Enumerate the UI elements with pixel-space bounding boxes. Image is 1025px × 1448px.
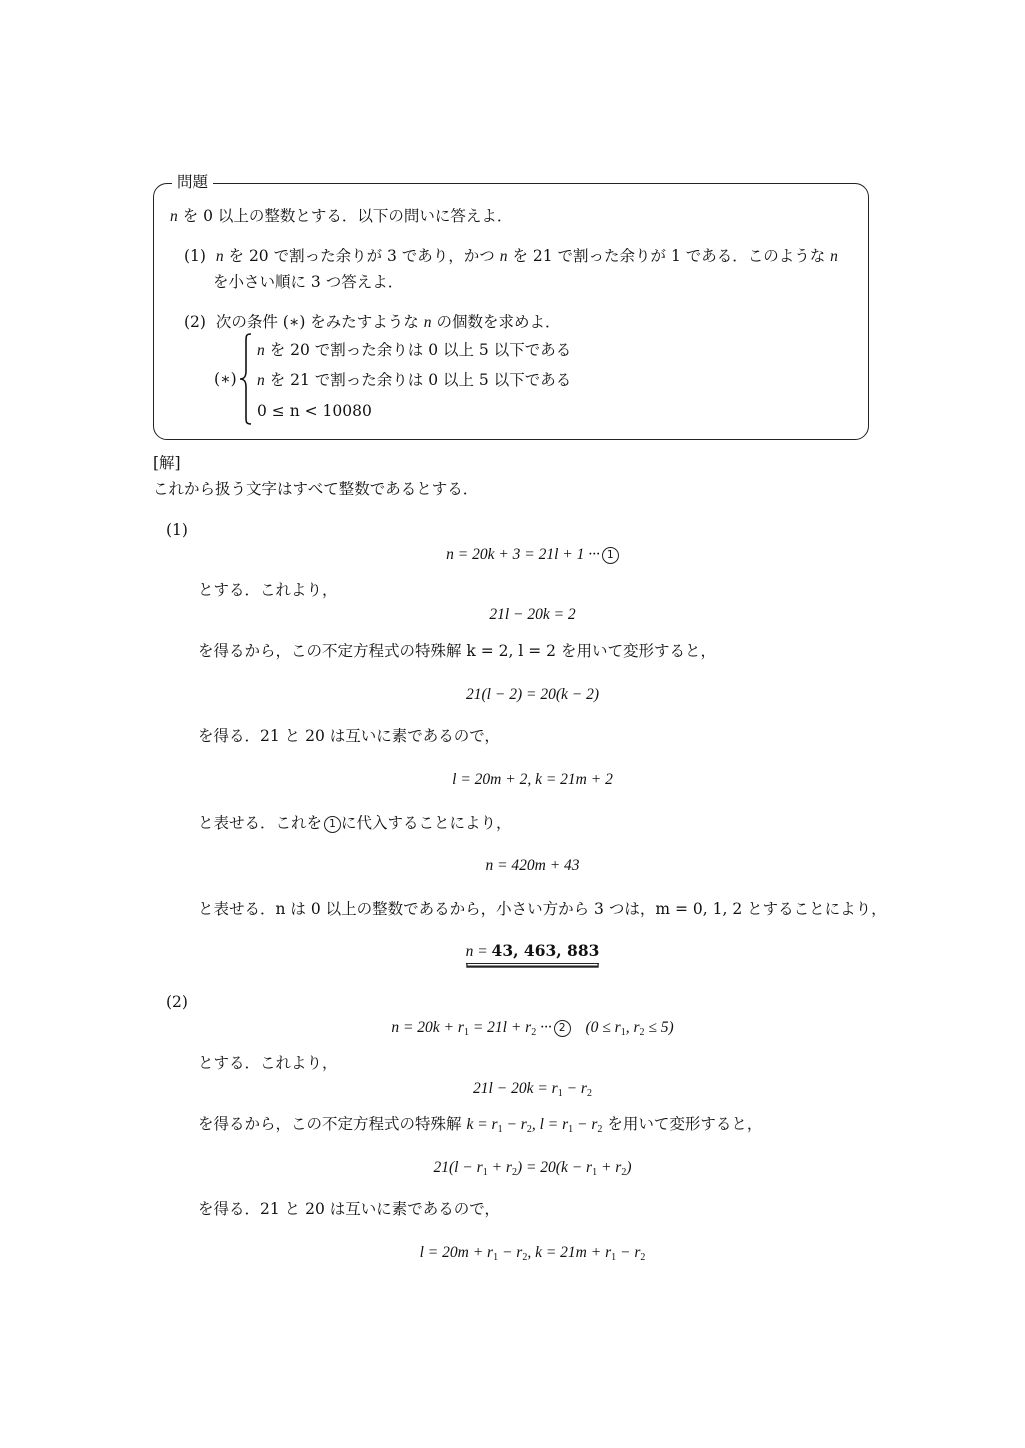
part1-eq3: 21(l − 2) = 20(k − 2) [466,686,599,703]
part2-t2b-text: を用いて変形すると， [607,1115,763,1133]
problem-title: 問題 [172,172,213,192]
part2-eq4: $l = 20m + r_1 - r_2$, $k = 21m + r_1 - r_2$ [419,1244,646,1263]
circled-2-icon: 2 [554,1020,571,1037]
part2-t3: を得る．21 と 20 は互いに素であるので， [198,1200,500,1218]
q1-text-a: を 20 で割った余りが 3 であり，かつ [228,247,495,265]
part1-t4a: と表せる．これを [198,814,323,832]
part1-t2: を得るから，この不定方程式の特殊解 k = 2, l = 2 を用いて変形すると， [198,642,716,660]
part2-eq1: $n = 20k + r_1 = 21l + r_2$ ··· 2 ($0 \le r_1$, $r_2 \le 5$) [391,1019,674,1038]
part1-eq1-text: n = 20k + 3 = 21l + 1 ··· [446,546,600,563]
q2-text-a: 次の条件 (∗) をみたすような [215,313,419,331]
part1-eq1 [0,545,1025,565]
part1-label: (1) [166,521,188,539]
part2-t2-text: を得るから，この不定方程式の特殊解 [198,1115,462,1133]
circled-1-icon: 1 [602,547,619,564]
part2-t1: とする．これより， [198,1054,338,1072]
q1-text-c: を小さい順に 3 つ答えよ． [213,273,404,291]
circled-1-icon: 1 [324,816,341,833]
solution-intro: これから扱う文字はすべて整数であるとする． [153,480,479,498]
solution-header: [解] [153,454,181,472]
question-1: (1) n を 20 で割った余りが 3 であり，かつ n を 21 で割った余りが 1 である．このような n [184,247,838,265]
condition-2-text: を 21 で割った余りは 0 以上 5 以下である [269,371,572,389]
part1-eq2: 21l − 20k = 2 [489,606,576,623]
part2-label: (2) [166,993,188,1011]
part1-eq5: n = 420m + 43 [485,857,580,874]
left-brace-icon [239,333,253,425]
answer-value: 43, 463, 883 [491,941,600,960]
q2-label: (2) [184,313,206,331]
part2-t2: を得るから，この不定方程式の特殊解 $k = r_1 - r_2$, $l = r_1 - r_2$ を用いて変形すると， [198,1115,763,1135]
part1-t3: を得る．21 と 20 は互いに素であるので， [198,727,500,745]
question-2: (2) 次の条件 (∗) をみたすような n の個数を求めよ． [184,313,561,331]
q1-text-b: を 21 で割った余りが 1 である．このような [512,247,826,265]
q1-label: (1) [184,247,206,265]
q2-text-b: の個数を求めよ． [436,313,561,331]
answer-prefix: n = [465,943,492,960]
condition-1-text: を 20 で割った余りは 0 以上 5 以下である [269,341,572,359]
part1-answer [0,941,1025,964]
part1-t1: とする．これより， [198,581,338,599]
condition-label: (∗) [214,370,237,388]
problem-intro-text: を 0 以上の整数とする．以下の問いに答えよ． [182,207,513,225]
part1-eq4: l = 20m + 2, k = 21m + 2 [452,771,613,788]
condition-1: n を 20 で割った余りは 0 以上 5 以下である [257,341,572,359]
part1-t4 [198,813,512,833]
part1-t5: と表せる．n は 0 以上の整数であるから，小さい方から 3 つは，m = 0, 1, 2 とすることにより， [198,900,887,918]
part2-eq3: $21(l - r_1 + r_2) = 20(k - r_1 + r_2)$ [433,1159,632,1178]
condition-2: n を 21 で割った余りは 0 以上 5 以下である [257,371,572,389]
condition-3: 0 ≤ n < 10080 [257,402,372,420]
part2-eq2: $21l - 20k = r_1 - r_2$ [473,1080,592,1099]
part1-t4b: に代入することにより， [341,814,512,832]
problem-intro: n を 0 以上の整数とする．以下の問いに答えよ． [170,207,513,225]
